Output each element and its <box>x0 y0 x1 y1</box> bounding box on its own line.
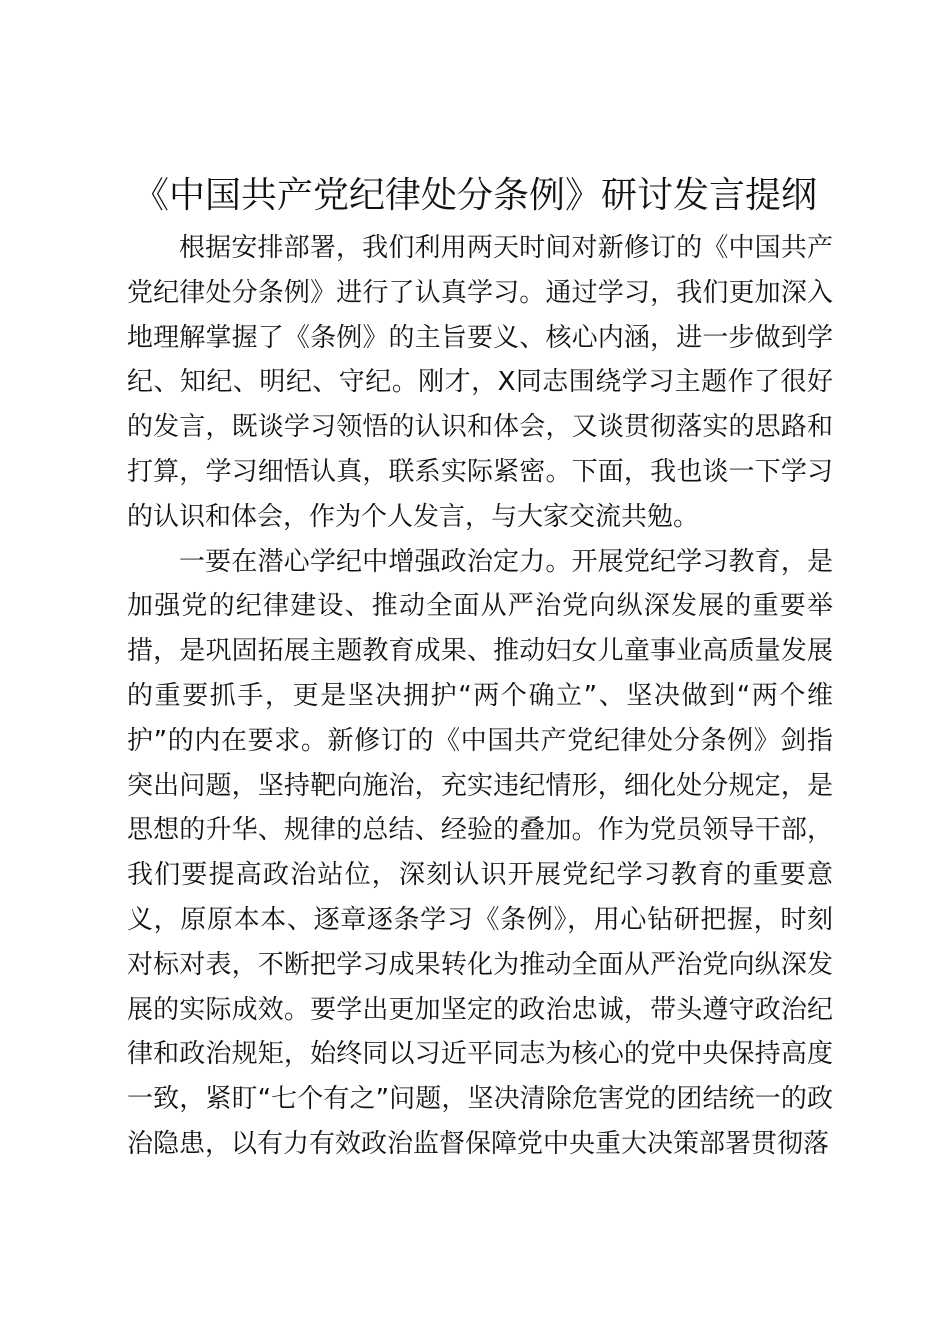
paragraph-point-one: 一要在潜心学纪中增强政治定力。开展党纪学习教育，是加强党的纪律建设、推动全面从严治党向纵深发展的重要举措，是巩固拓展主题教育成果、推动妇女儿童事业高质量发展的重要抓手，更是坚决拥护“两个确立”、坚决做到“两个维护”的内在要求。新修订的《中国共产党纪律处分条例》剑指突出问题，坚持靶向施治，充实违纪情形，细化处分规定，是思想的升华、规律的总结、经验的叠加。作为党员领导干部，我们要提高政治站位，深刻认识开展党纪学习教育的重要意义，原原本本、逐章逐条学习《条例》，用心钻研把握，时刻对标对表，不断把学习成果转化为推动全面从严治党向纵深发展的实际成效。要学出更加坚定的政治忠诚，带头遵守政治纪律和政治规矩，始终同以习近平同志为核心的党中央保持高度一致，紧盯“七个有之”问题，坚决清除危害党的团结统一的政治隐患，以有力有效政治监督保障党中央重大决策部署贯彻落 <box>127 546 833 1159</box>
document-title: 《中国共产党纪律处分条例》研讨发言提纲 <box>132 175 817 216</box>
document-body <box>127 226 833 1167</box>
paragraph-intro: 根据安排部署，我们利用两天时间对新修订的《中国共产党纪律处分条例》进行了认真学习。通过学习，我们更加深入地理解掌握了《条例》的主旨要义、核心内涵，进一步做到学纪、知纪、明纪、守纪。刚才，X同志围绕学习主题作了很好的发言，既谈学习领悟的认识和体会，又谈贯彻落实的思路和打算，学习细悟认真，联系实际紧密。下面，我也谈一下学习的认识和体会，作为个人发言，与大家交流共勉。 <box>127 233 833 532</box>
